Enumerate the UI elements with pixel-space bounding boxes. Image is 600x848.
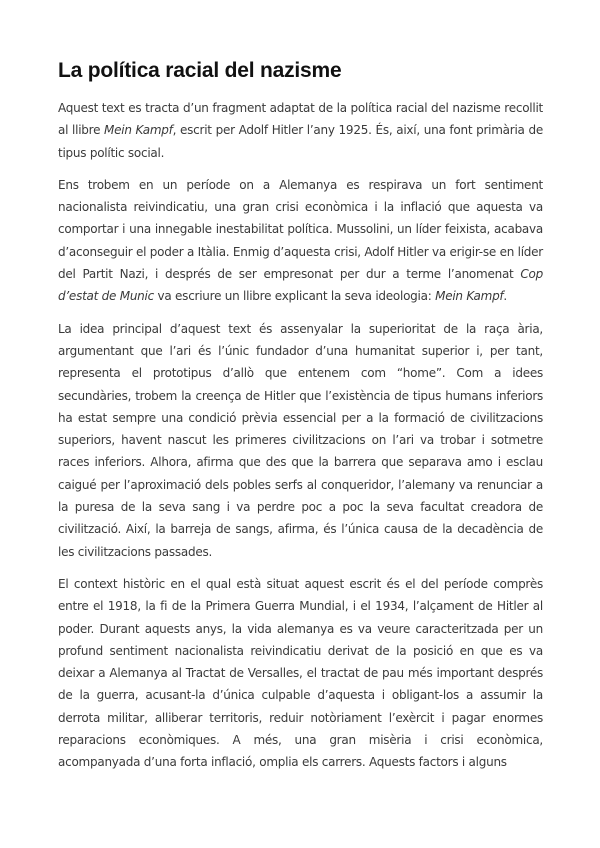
text-run: . (503, 289, 507, 304)
document-body (58, 97, 543, 784)
paragraph (58, 573, 543, 774)
event-name: Cop d’estat de Munic (58, 267, 543, 304)
document-title: La política racial del nazisme (58, 59, 342, 82)
text-run: Aquest text es tracta d’un fragment adaptat de la política racial del nazisme recollit al llibre (58, 101, 543, 138)
paragraph (58, 174, 543, 308)
text-run: La idea principal d’aquest text és assenyalar la superioritat de la raça ària, argumentant que l’ari és l’únic fundador d’una humanitat superior i, per tant, representa el prototipus d’allò que entenem com “home”. Com a idees secundàries, trobem la creença de Hitler que l’existència de tipus humans inferiors ha estat sempre una condició prèvia essencial per a la formació de civilitzacions superiors, havent nascut les primeres civilitzacions on l’ari va trobar i sotmetre races inferiors. Alhora, afirma que des que la barrera que separava amo i esclau caigué per l’aproximació dels pobles serfs al conqueridor, l’alemany va renunciar a la puresa de la seva sang i va perdre poc a poc la seva facultat creadora de civilització. Així, la barreja de sangs, afirma, és l’única causa de la decadència de les civilitzacions passades. (58, 321, 543, 559)
text-run: va escriure un llibre explicant la seva ideologia: (153, 289, 436, 304)
paragraph (58, 318, 543, 563)
text-run: El context històric en el qual està situat aquest escrit és el del període comprès entre el 1918, la fi de la Primera Guerra Mundial, i el 1934, l’alçament de Hitler al poder. Durant aquests anys, la vida alemanya es va veure caracteritzada per un profund sentiment nacionalista reivindicatiu derivat de la posició en que es va deixar a Alemanya al Tractat de Versalles, el tractat de pau més important després de la guerra, acusant-la d’única culpable d’aquesta i obligant-los a assumir la derrota militar, alliberar territoris, reduir notòriament l’exèrcit i pagar enormes reparacions econòmiques. A més, una gran misèria i crisi econòmica, acompanyada d’una forta inflació, omplia els carrers. Aquests factors i alguns (58, 576, 543, 770)
text-run: Ens trobem en un període on a Alemanya es respirava un fort sentiment nacionalista reivindicatiu, una gran crisi econòmica i la inflació que aquesta va comportar i una innegable inestabilitat política. Mussolini, un líder feixista, acabava d’aconseguir el poder a Itàlia. Enmig d’aquesta crisi, Adolf Hitler va erigir-se en líder del Partit Nazi, i després de ser empresonat per dur a terme l’anomenat (58, 177, 543, 282)
book-title: Mein Kampf (104, 123, 173, 138)
paragraph (58, 97, 543, 164)
text-run: , escrit per Adolf Hitler l’any 1925. És, així, una font primària de tipus polític social. (58, 123, 543, 160)
book-title: Mein Kampf (435, 289, 504, 304)
